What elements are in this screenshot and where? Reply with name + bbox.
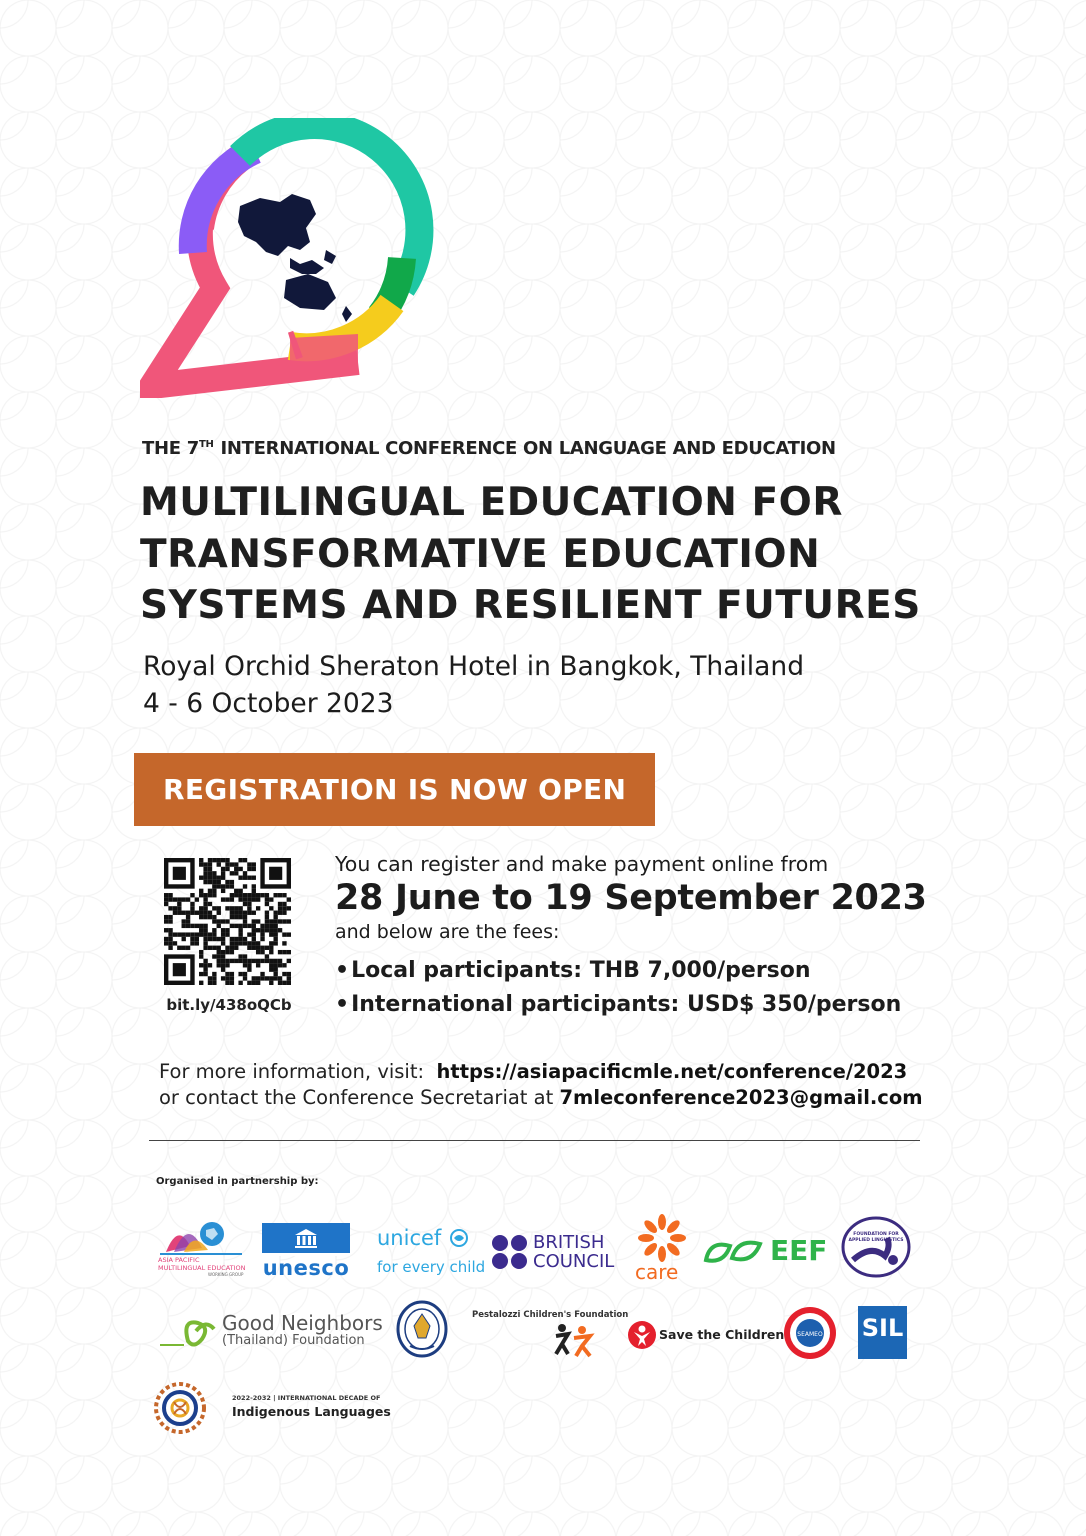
decade-emblem-icon	[154, 1382, 206, 1434]
registration-banner: REGISTRATION IS NOW OPEN	[134, 753, 655, 826]
british-council-logo: BRITISH COUNCIL	[491, 1233, 616, 1273]
fee-item-local: • Local participants: THB 7,000/person	[335, 954, 927, 988]
fee-item-international: • International participants: USD$ 350/person	[335, 988, 927, 1022]
venue-text: Royal Orchid Sheraton Hotel in Bangkok, Thailand	[143, 651, 805, 682]
section-divider	[149, 1140, 920, 1141]
conference-url-link[interactable]: https://asiapacificmle.net/conference/2023	[436, 1060, 908, 1083]
save-the-children-icon	[627, 1320, 657, 1350]
event-dates: 4 - 6 October 2023	[143, 688, 394, 719]
save-the-children-logo: Save the Children	[627, 1320, 767, 1350]
seameo-label: SEAMEO	[797, 1331, 823, 1338]
contact-info	[159, 1059, 923, 1111]
registration-info	[335, 850, 927, 1022]
faal-emblem-icon	[841, 1216, 911, 1278]
care-logo: care	[632, 1214, 690, 1286]
indigenous-languages-decade-logo: 2022-2032 | INTERNATIONAL DECADE OF Indigenous Languages	[154, 1382, 369, 1434]
secretariat-label: or contact the Conference Secretariat at	[159, 1086, 554, 1109]
title-line: SYSTEMS AND RESILIENT FUTURES	[140, 583, 921, 628]
mahidol-university-seal-icon	[396, 1300, 448, 1358]
asia-pacific-map-icon	[238, 194, 352, 322]
qr-short-link[interactable]: bit.ly/438oQCb	[166, 996, 292, 1014]
title-line: MULTILINGUAL EDUCATION FOR	[140, 480, 843, 525]
conference-title	[140, 477, 921, 632]
unesco-logo: unesco	[262, 1223, 350, 1279]
eef-logo: EEF	[702, 1232, 830, 1272]
conference-logo	[140, 118, 450, 398]
fee-list	[335, 954, 927, 1022]
good-neighbors-logo: Good Neighbors (Thailand) Foundation	[158, 1311, 383, 1351]
unicef-logo: unicef for every child	[377, 1226, 486, 1276]
foundation-applied-linguistics-logo: FOUNDATION FOR APPLIED LINGUISTICS	[841, 1216, 911, 1278]
registration-qr-code[interactable]	[164, 858, 291, 985]
registration-period: 28 June to 19 September 2023	[335, 878, 927, 918]
pestalozzi-logo: Pestalozzi Children's Foundation	[472, 1310, 622, 1360]
fees-intro: and below are the fees:	[335, 921, 560, 943]
venue-block	[143, 648, 804, 722]
info-label: For more information, visit:	[159, 1060, 425, 1083]
unicef-globe-icon	[449, 1228, 469, 1248]
conference-subtitle: THE 7TH INTERNATIONAL CONFERENCE ON LANGUAGE AND EDUCATION	[142, 438, 836, 459]
seameo-logo	[782, 1305, 838, 1361]
lotus-globe-icon	[158, 1216, 244, 1256]
children-figures-icon	[552, 1322, 600, 1358]
british-council-dots-icon	[491, 1234, 529, 1270]
asia-pacific-mle-logo: ASIA PACIFIC MULTILINGUAL EDUCATION WORKING GROUP	[158, 1216, 244, 1278]
secretariat-email-link[interactable]: 7mleconference2023@gmail.com	[559, 1086, 923, 1109]
unesco-temple-icon	[262, 1223, 350, 1253]
sil-logo: SIL	[858, 1306, 907, 1359]
registration-intro: You can register and make payment online from	[335, 852, 829, 876]
title-line: TRANSFORMATIVE EDUCATION	[140, 531, 821, 577]
good-neighbors-icon	[158, 1315, 218, 1349]
eef-leaf-icon	[702, 1234, 764, 1268]
care-hands-icon	[638, 1214, 686, 1262]
partners-label: Organised in partnership by:	[156, 1176, 319, 1187]
